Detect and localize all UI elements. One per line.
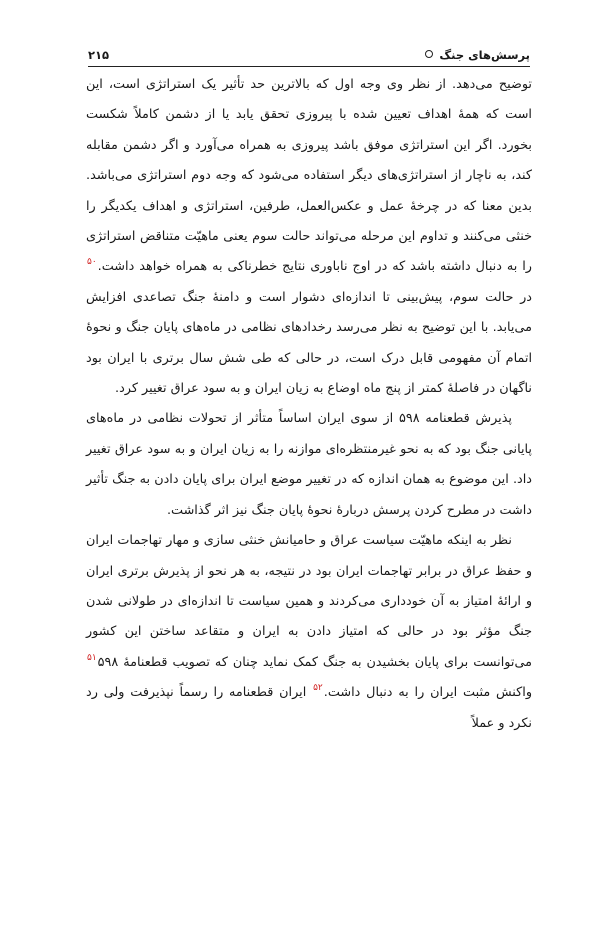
paragraph-text: ۵۹۸ واکنش مثبت ایران را به دنبال داشت. [97,654,533,701]
running-title [425,48,530,62]
paragraph-text: توضیح می‌دهد. از نظر وی وجه اول که بالاترین حد تأثیر یک استراتژی است، این است که همهٔ اهداف تعیین شده با پیروزی تحقق یابد یا از دشمن کاملاً شکست بخورد. اگر این استراتژی موفق باشد پیروزی به همراه می‌آورد و اگر دشمن مقابله کند، به ناچار از استراتژی‌های دیگر استفاده می‌شود که وجه دوم استراتژی می‌باشد. بدین معنا که در چرخهٔ عمل و عکس‌العمل، طرفین، استراتژی و اهداف یکدیگر را خنثی می‌کنند و تداوم این مرحله می‌تواند حالت سوم یعنی ماهیّت متناقض استراتژی را به دنبال داشته باشد که در اوج ناباوری نتایج خطرناکی به همراه خواهد داشت. [86,77,532,275]
circle-ornament-icon [425,50,433,58]
paragraph [86,404,532,526]
paragraph-text: ایران قطعنامه را رسماً نپذیرفت ولی رد نکرد و عملاً [86,685,532,731]
body-text [86,70,532,739]
footnote-marker: ۵۲ [313,683,323,694]
paragraph-text: در حالت سوم، پیش‌بینی تا اندازه‌ای دشوار است و دامنهٔ جنگ تصاعدی افزایش می‌یابد. با این توضیح به نظر می‌رسد رخدادهای نظامی در ماه‌های پایان جنگ و نحوهٔ اتمام آن مفهومی قابل درک است، در حالی که طی شش سال برتری با ایران بود ناگهان در فاصلهٔ کمتر از پنج ماه اوضاع به زیان ایران و به سود عراق تغییر کرد. [86,289,532,397]
page-number: ۲۱۵ [88,48,110,62]
paragraph-text: پذیرش قطعنامه ۵۹۸ از سوی ایران اساساً متأثر از تحولات نظامی در ماه‌های پایانی جنگ بود که به نحو غیرمنتظره‌ای موازنه را به زیان ایران و به سود عراق تغییر داد. این موضوع به همان اندازه که در تغییر موضع ایران برای پایان دادن به جنگ تأثیر داشت در مطرح کردن پرسش دربارهٔ نحوهٔ پایان جنگ نیز اثر گذاشت. [86,411,532,518]
paragraph-text: نظر به اینکه ماهیّت سیاست عراق و حامیانش خنثی سازی و مهار تهاجمات ایران و حفظ عراق در برابر تهاجمات ایران بود در نتیجه، به هر نحو از پذیرش برتری ایران و ارائهٔ امتیاز به آن خودداری می‌کردند و همین سیاست تا اندازه‌ای در طولانی شدن جنگ مؤثر بود در حالی که امتیاز دادن به ایران و متقاعد ساختن این کشور می‌توانست برای پایان بخشیدن به جنگ کمک نماید چنان که تصویب قطعنامهٔ [86,533,532,670]
paragraph [86,70,532,404]
footnote-marker: ۵۱ [87,652,97,663]
paragraph [86,526,532,739]
footnote-marker: ۵۰ [87,257,97,268]
running-header [88,44,530,67]
running-title-text: پرسش‌های جنگ [439,48,530,62]
